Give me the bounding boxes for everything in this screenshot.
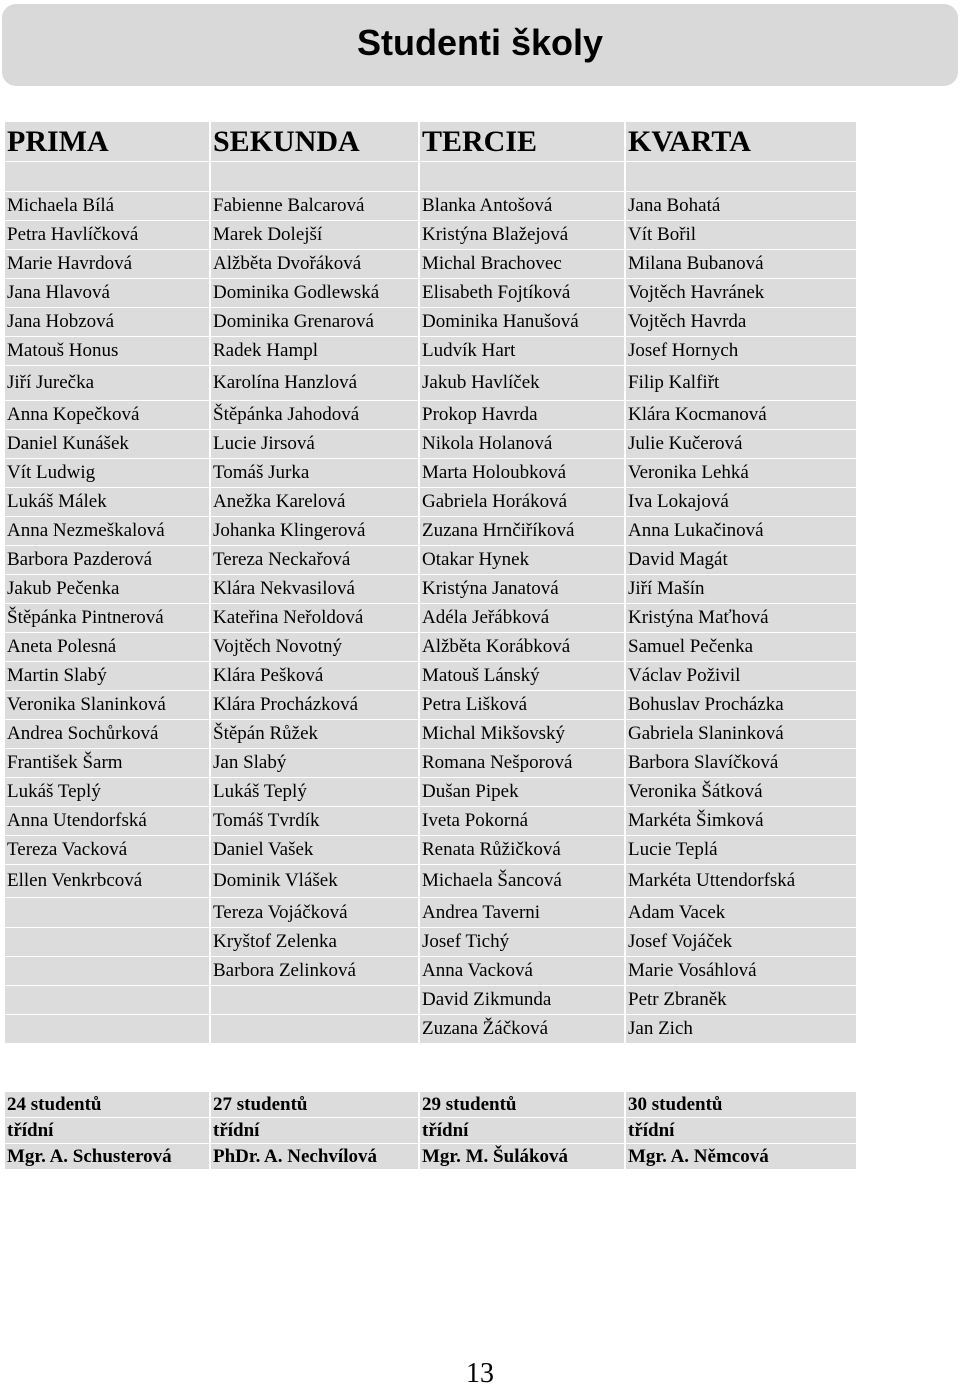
gap-cell [626,1044,858,1092]
student-cell: Adam Vacek [626,898,858,928]
student-cell: Josef Tichý [420,928,626,957]
student-cell: Veronika Slaninková [5,691,211,720]
student-cell: Johanka Klingerová [211,517,420,546]
footer-count: 29 studentů [420,1092,626,1118]
class-header: PRIMA [5,122,211,162]
student-cell: Karolína Hanzlová [211,366,420,401]
student-cell: Gabriela Slaninková [626,720,858,749]
student-cell: Marie Vosáhlová [626,957,858,986]
student-cell: Lukáš Teplý [211,778,420,807]
student-cell: Romana Nešporová [420,749,626,778]
student-cell: Petr Zbraněk [626,986,858,1015]
page-title: Studenti školy [356,22,604,63]
student-cell: Filip Kalfiřt [626,366,858,401]
footer-teacher: Mgr. A. Schusterová [5,1144,211,1170]
student-cell: Markéta Šimková [626,807,858,836]
student-cell: Lucie Teplá [626,836,858,865]
student-cell: David Magát [626,546,858,575]
student-cell: Jiří Jurečka [5,366,211,401]
student-cell: Julie Kučerová [626,430,858,459]
student-cell: Matouš Lánský [420,662,626,691]
student-cell: Ludvík Hart [420,337,626,366]
student-cell: František Šarm [5,749,211,778]
student-cell: Zuzana Hrnčiříková [420,517,626,546]
empty-cell [5,957,211,986]
student-cell: Jana Bohatá [626,192,858,221]
title-bar [2,4,958,86]
student-cell: Josef Vojáček [626,928,858,957]
footer-teacher-label: třídní [420,1118,626,1144]
student-cell: Klára Procházková [211,691,420,720]
student-cell: Aneta Polesná [5,633,211,662]
student-cell: Marta Holoubková [420,459,626,488]
spacer-cell [420,162,626,192]
student-cell: Vojtěch Havrda [626,308,858,337]
student-cell: Marie Havrdová [5,250,211,279]
student-cell: Zuzana Žáčková [420,1015,626,1044]
student-cell: Adéla Jeřábková [420,604,626,633]
student-cell: Klára Nekvasilová [211,575,420,604]
student-cell: Klára Pešková [211,662,420,691]
student-cell: Otakar Hynek [420,546,626,575]
student-cell: Lucie Jirsová [211,430,420,459]
student-cell: Barbora Pazderová [5,546,211,575]
student-cell: Dominika Godlewská [211,279,420,308]
student-cell: Lukáš Málek [5,488,211,517]
student-cell: Daniel Kunášek [5,430,211,459]
student-cell: Blanka Antošová [420,192,626,221]
student-cell: Anna Vacková [420,957,626,986]
student-cell: Andrea Sochůrková [5,720,211,749]
student-cell: Tereza Vacková [5,836,211,865]
student-cell: Kateřina Neřoldová [211,604,420,633]
class-header: KVARTA [626,122,858,162]
student-cell: Štěpán Růžek [211,720,420,749]
gap-cell [5,1044,211,1092]
footer-teacher-label: třídní [5,1118,211,1144]
student-cell: Bohuslav Procházka [626,691,858,720]
footer-count: 27 studentů [211,1092,420,1118]
student-cell: Jana Hlavová [5,279,211,308]
class-header: TERCIE [420,122,626,162]
student-cell: Štěpánka Pintnerová [5,604,211,633]
footer-teacher-label: třídní [626,1118,858,1144]
student-cell: David Zikmunda [420,986,626,1015]
student-cell: Štěpánka Jahodová [211,401,420,430]
footer-teacher: Mgr. M. Šuláková [420,1144,626,1170]
student-cell: Elisabeth Fojtíková [420,279,626,308]
student-cell: Jakub Pečenka [5,575,211,604]
student-cell: Radek Hampl [211,337,420,366]
student-cell: Daniel Vašek [211,836,420,865]
footer-count: 24 studentů [5,1092,211,1118]
student-cell: Dominik Vlášek [211,865,420,898]
student-cell: Josef Hornych [626,337,858,366]
student-cell: Klára Kocmanová [626,401,858,430]
students-table [5,122,858,1170]
student-cell: Samuel Pečenka [626,633,858,662]
student-cell: Alžběta Korábková [420,633,626,662]
student-cell: Fabienne Balcarová [211,192,420,221]
student-cell: Vojtěch Havránek [626,279,858,308]
student-cell: Barbora Slavíčková [626,749,858,778]
student-cell: Vít Ludwig [5,459,211,488]
empty-cell [5,986,211,1015]
footer-count: 30 studentů [626,1092,858,1118]
student-cell: Kryštof Zelenka [211,928,420,957]
empty-cell [5,1015,211,1044]
student-cell: Anna Lukačinová [626,517,858,546]
student-cell: Anna Kopečková [5,401,211,430]
student-cell: Vít Bořil [626,221,858,250]
empty-cell [5,928,211,957]
student-cell: Petra Lišková [420,691,626,720]
student-cell: Jakub Havlíček [420,366,626,401]
spacer-cell [626,162,858,192]
student-cell: Kristýna Blažejová [420,221,626,250]
student-cell: Iveta Pokorná [420,807,626,836]
student-cell: Tomáš Tvrdík [211,807,420,836]
student-cell: Prokop Havrda [420,401,626,430]
student-cell: Barbora Zelinková [211,957,420,986]
gap-cell [211,1044,420,1092]
student-cell: Veronika Lehká [626,459,858,488]
student-cell: Iva Lokajová [626,488,858,517]
student-cell: Jan Zich [626,1015,858,1044]
class-header: SEKUNDA [211,122,420,162]
student-cell: Alžběta Dvořáková [211,250,420,279]
student-cell: Dominika Grenarová [211,308,420,337]
gap-cell [420,1044,626,1092]
student-cell: Anna Nezmeškalová [5,517,211,546]
student-cell: Lukáš Teplý [5,778,211,807]
page-number: 13 [466,1358,494,1389]
student-cell: Ellen Venkrbcová [5,865,211,898]
student-cell: Petra Havlíčková [5,221,211,250]
footer-teacher: PhDr. A. Nechvílová [211,1144,420,1170]
spacer-cell [5,162,211,192]
student-cell: Kristýna Janatová [420,575,626,604]
student-cell: Dušan Pipek [420,778,626,807]
student-cell: Tomáš Jurka [211,459,420,488]
student-cell: Marek Dolejší [211,221,420,250]
student-cell: Tereza Neckařová [211,546,420,575]
student-cell: Tereza Vojáčková [211,898,420,928]
student-cell: Renata Růžičková [420,836,626,865]
student-cell: Michaela Šancová [420,865,626,898]
student-cell: Anežka Karelová [211,488,420,517]
student-cell: Jan Slabý [211,749,420,778]
footer-teacher-label: třídní [211,1118,420,1144]
footer-teacher: Mgr. A. Němcová [626,1144,858,1170]
student-cell: Nikola Holanová [420,430,626,459]
student-cell: Michal Brachovec [420,250,626,279]
student-cell: Václav Poživil [626,662,858,691]
student-cell: Veronika Šátková [626,778,858,807]
student-cell: Michal Mikšovský [420,720,626,749]
student-cell: Vojtěch Novotný [211,633,420,662]
student-cell: Anna Utendorfská [5,807,211,836]
student-cell: Matouš Honus [5,337,211,366]
student-cell: Milana Bubanová [626,250,858,279]
student-cell: Jana Hobzová [5,308,211,337]
empty-cell [211,1015,420,1044]
student-cell: Martin Slabý [5,662,211,691]
student-cell: Gabriela Horáková [420,488,626,517]
student-cell: Kristýna Maťhová [626,604,858,633]
spacer-cell [211,162,420,192]
empty-cell [5,898,211,928]
student-cell: Dominika Hanušová [420,308,626,337]
student-cell: Markéta Uttendorfská [626,865,858,898]
student-cell: Andrea Taverni [420,898,626,928]
student-cell: Jiří Mašín [626,575,858,604]
empty-cell [211,986,420,1015]
student-cell: Michaela Bílá [5,192,211,221]
